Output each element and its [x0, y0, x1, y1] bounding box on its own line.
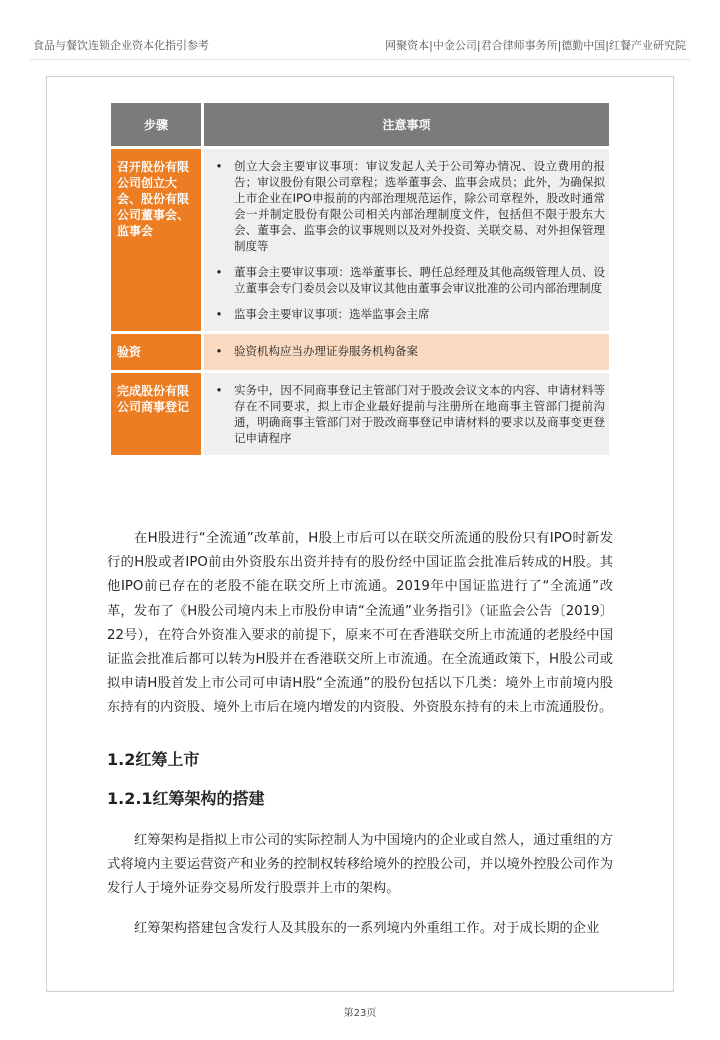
step-cell: 完成股份有限公司商事登记	[111, 373, 204, 455]
table-header-step: 步骤	[111, 103, 204, 146]
table-header-row	[111, 103, 609, 146]
table-row	[111, 373, 609, 455]
table-header-notes: 注意事项	[204, 103, 609, 146]
bullet-text: 实务中，因不同商事登记主管部门对于股改会议文本的内容、申请材料等存在不同要求，拟上市企业最好提前与注册所在地商事主管部门提前沟通，明确商事主管部门对于股改商事登记申请材料的要求以及商事变更登记申请程序	[234, 383, 605, 445]
body-paragraph: 红筹架构是指拟上市公司的实际控制人为中国境内的企业或自然人，通过重组的方式将境内主要运营资产和业务的控制权转移给境外的控股公司，并以境外控股公司作为发行人于境外证券交易所发行股票并上市的架构。	[107, 833, 613, 897]
bullet-icon: •	[215, 383, 223, 397]
bullet-text: 监事会主要审议事项：选举监事会主席	[234, 307, 430, 321]
steps-table	[111, 100, 609, 458]
table-row	[111, 334, 609, 370]
header-left: 食品与餐饮连锁企业资本化指引参考	[33, 39, 209, 52]
bullet-item	[204, 306, 605, 322]
bullet-item	[204, 382, 605, 446]
notes-cell	[204, 373, 609, 455]
step-cell: 验资	[111, 334, 204, 370]
bullet-icon: •	[215, 265, 223, 279]
subsection-heading: 1.2.1红筹架构的搭建	[107, 789, 265, 808]
notes-cell	[204, 334, 609, 370]
bullet-icon: •	[215, 307, 223, 321]
table-row	[111, 149, 609, 331]
section-heading: 1.2红筹上市	[107, 750, 200, 769]
bullet-text: 验资机构应当办理证券服务机构备案	[234, 344, 418, 358]
body-paragraph: 在H股进行“全流通”改革前，H股上市后可以在联交所流通的股份只有IPO时新发行的H股或者IPO前由外资股东出资并持有的股份经中国证监会批准后转成的H股。其他IPO前已存在的老股不能在联交所上市流通。2019年中国证监进行了“全流通”改革，发布了《H股公司境内未上市股份申请“全流通”业务指引》（证监会公告〔2019〕22号），在符合外资准入要求的前提下，原来不可在香港联交所上市流通的老股经中国证监会批准后都可以转为H股并在香港联交所上市流通。在全流通政策下，H股公司或拟申请H股首发上市公司可申请H股“全流通”的股份包括以下几类：境外上市前境内股东持有的内资股、境外上市后在境内增发的内资股、外资股东持有的未上市流通股份。	[107, 531, 613, 716]
notes-cell	[204, 149, 609, 331]
header-right: 网聚资本|中金公司|君合律师事务所|德勤中国|红餐产业研究院	[385, 39, 686, 52]
bullet-icon: •	[215, 344, 223, 358]
bullet-text: 创立大会主要审议事项：审议发起人关于公司筹办情况、设立费用的报告；审议股份有限公司章程；选举董事会、监事会成员；此外，为确保拟上市企业在IPO申报前的内部治理规范运作，除公司章程外，股改时通常会一并制定股份有限公司相关内部治理制度文件，包括但不限于股东大会、董事会、监事会的议事规则以及对外投资、关联交易、对外担保管理制度等	[234, 159, 605, 253]
page-number: 第23页	[343, 1008, 377, 1019]
bullet-text: 董事会主要审议事项：选举董事长、聘任总经理及其他高级管理人员、设立董事会专门委员会以及审议其他由董事会审议批准的公司内部治理制度	[234, 265, 605, 295]
body-paragraph: 红筹架构搭建包含发行人及其股东的一系列境内外重组工作。对于成长期的企业	[134, 921, 600, 936]
bullet-item	[204, 343, 605, 359]
step-cell: 召开股份有限公司创立大会、股份有限公司董事会、监事会	[111, 149, 204, 331]
bullet-item	[204, 158, 605, 254]
bullet-item	[204, 264, 605, 296]
bullet-icon: •	[215, 159, 223, 173]
header-divider	[30, 59, 690, 60]
